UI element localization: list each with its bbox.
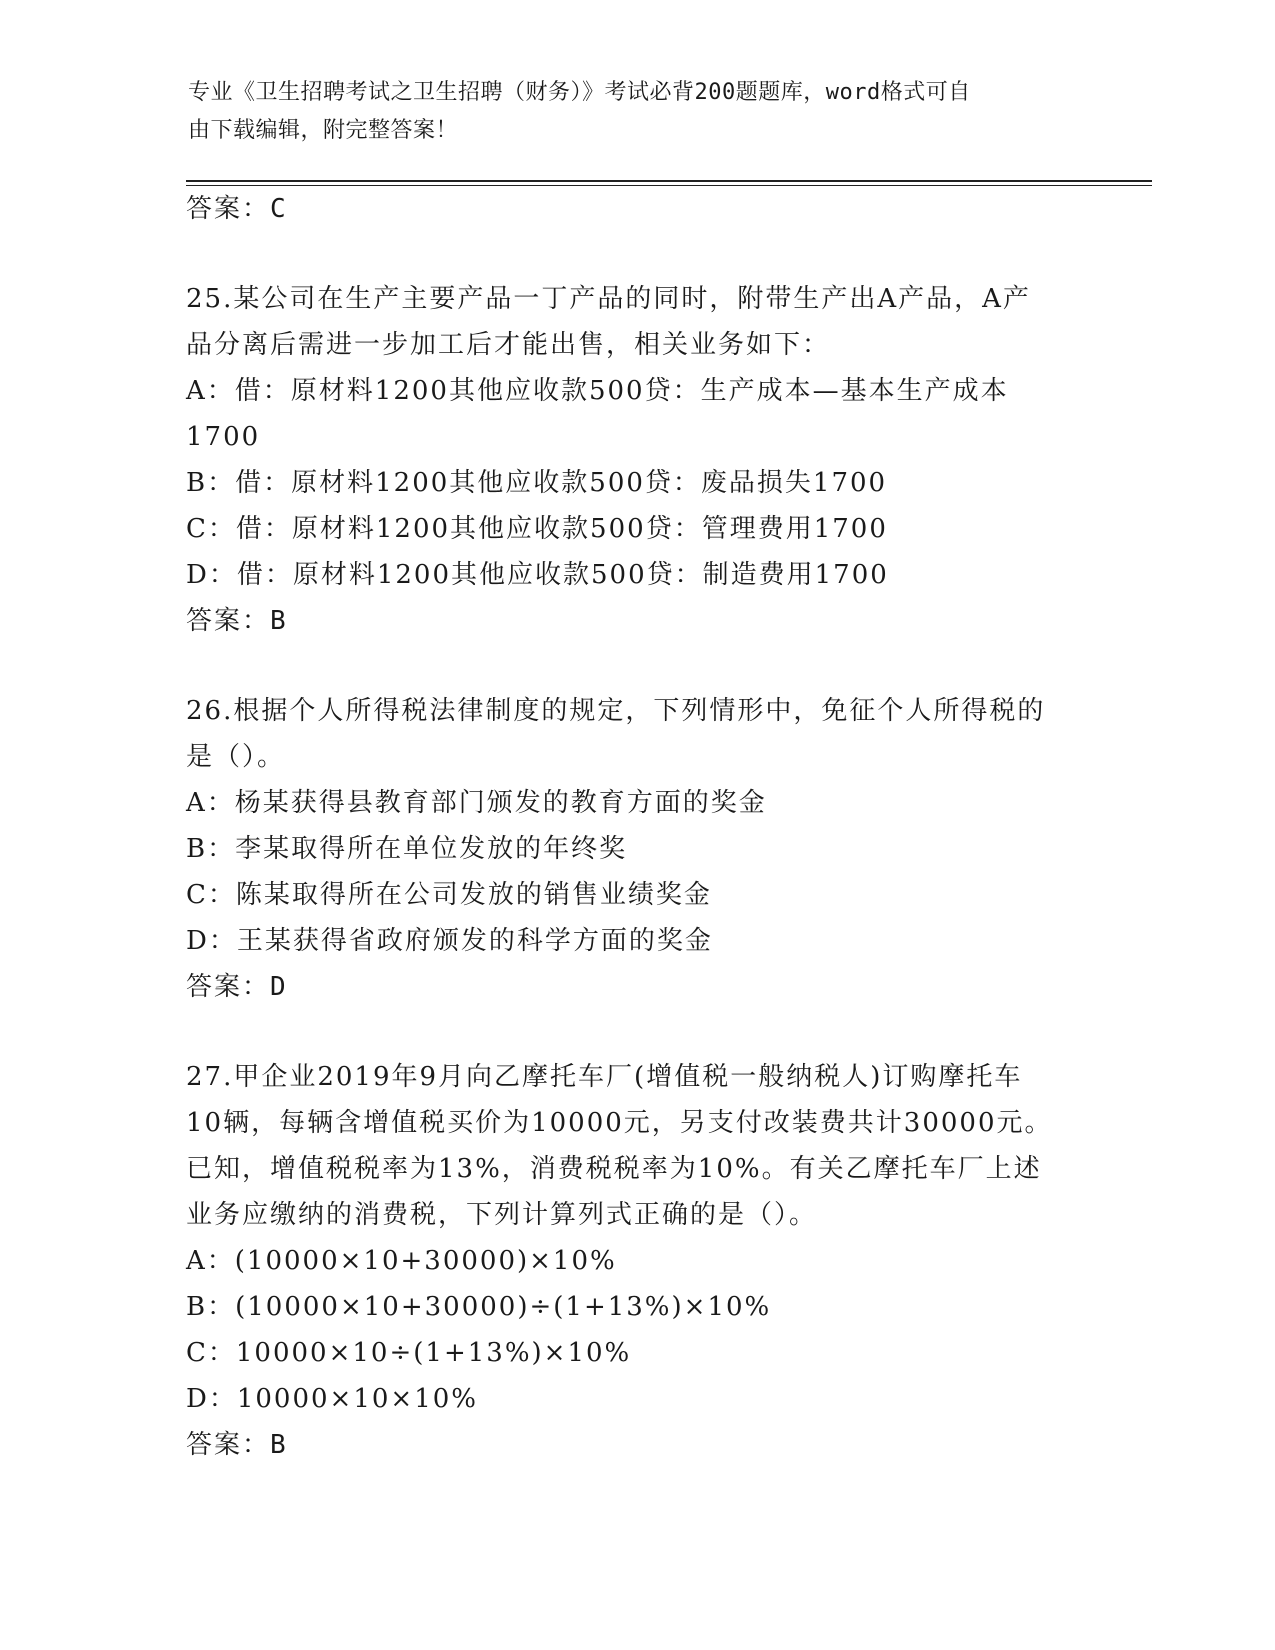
answer-label: 答案： [186,972,271,1002]
question-list [186,186,1086,1468]
question-text-line: 业务应缴纳的消费税，下列计算列式正确的是（）。 [186,1200,818,1230]
option-b: B：李某取得所在单位发放的年终奖 [186,834,628,864]
answer-value: B [270,606,288,636]
option-c: C：借：原材料1200其他应收款500贷：管理费用1700 [186,514,888,544]
question-26 [186,688,1086,1010]
option-d: D：借：原材料1200其他应收款500贷：制造费用1700 [186,560,889,590]
option-c: C：10000×10÷(1+13%)×10% [186,1338,632,1368]
option-a-continued: 1700 [186,422,261,452]
document-header [188,74,1068,150]
answer [186,964,1086,1010]
question-text-line: 27.甲企业2019年9月向乙摩托车厂(增值税一般纳税人)订购摩托车 [186,1062,1023,1092]
question-text-line: 10辆，每辆含增值税买价为10000元，另支付改装费共计30000元。 [186,1108,1053,1138]
question-text-line: 25.某公司在生产主要产品一丁产品的同时，附带生产出A产品，A产 [186,284,1031,314]
option-b: B：(10000×10+30000)÷(1+13%)×10% [186,1292,772,1322]
answer-value: C [270,194,288,224]
header-line-1: 专业《卫生招聘考试之卫生招聘（财务）》考试必背200题题库，word格式可自 [188,80,971,105]
answer [186,1422,1086,1468]
answer-value: B [270,1430,288,1460]
option-a: A：杨某获得县教育部门颁发的教育方面的奖金 [186,788,767,818]
option-b: B：借：原材料1200其他应收款500贷：废品损失1700 [186,468,888,498]
question-text-line: 已知，增值税税率为13%，消费税税率为10%。有关乙摩托车厂上述 [186,1154,1042,1184]
question-25 [186,276,1086,644]
answer-value: D [270,972,288,1002]
header-line-2: 由下载编辑，附完整答案！ [188,118,459,143]
option-d: D：王某获得省政府颁发的科学方面的奖金 [186,926,713,956]
answer [186,598,1086,644]
answer-label: 答案： [186,606,271,636]
previous-answer [186,186,1086,232]
question-text-line: 是（）。 [186,742,286,772]
answer-label: 答案： [186,194,271,224]
question-27 [186,1054,1086,1468]
option-d: D：10000×10×10% [186,1384,478,1414]
option-a: A：(10000×10+30000)×10% [186,1246,617,1276]
question-text-line: 26.根据个人所得税法律制度的规定，下列情形中，免征个人所得税的 [186,696,1046,726]
question-text-line: 品分离后需进一步加工后才能出售，相关业务如下： [186,330,831,360]
option-a: A：借：原材料1200其他应收款500贷：生产成本—基本生产成本 [186,376,1009,406]
answer-label: 答案： [186,1430,271,1460]
option-c: C：陈某取得所在公司发放的销售业绩奖金 [186,880,712,910]
header-divider-thick [186,180,1152,182]
